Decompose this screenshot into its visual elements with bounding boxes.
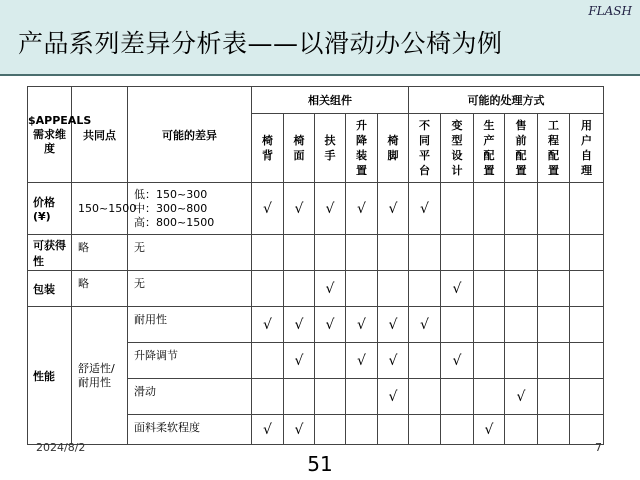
check-cell: √ bbox=[284, 415, 315, 445]
check-cell bbox=[474, 343, 505, 379]
check-cell bbox=[570, 307, 604, 343]
check-cell bbox=[570, 183, 604, 235]
check-cell: √ bbox=[505, 379, 538, 415]
table-row bbox=[28, 235, 604, 271]
check-cell: √ bbox=[378, 343, 409, 379]
component-header: 椅 面 bbox=[284, 114, 315, 183]
component-header: 椅 脚 bbox=[378, 114, 409, 183]
check-cell bbox=[441, 307, 474, 343]
check-cell bbox=[474, 307, 505, 343]
header-components-group: 相关组件 bbox=[252, 87, 409, 114]
row-diff: 面料柔软程度 bbox=[128, 415, 252, 445]
check-cell bbox=[409, 343, 441, 379]
method-header: 售 前 配 置 bbox=[505, 114, 538, 183]
check-cell: √ bbox=[409, 307, 441, 343]
table-header-row bbox=[28, 87, 604, 114]
check-cell: √ bbox=[252, 183, 284, 235]
method-header: 变 型 设 计 bbox=[441, 114, 474, 183]
check-cell: √ bbox=[315, 307, 346, 343]
check-cell bbox=[252, 235, 284, 271]
component-header: 椅 背 bbox=[252, 114, 284, 183]
row-diff: 耐用性 bbox=[128, 307, 252, 343]
row-dimension: 性能 bbox=[28, 307, 72, 445]
footer-date: 2024/8/2 bbox=[36, 441, 86, 454]
check-cell bbox=[505, 271, 538, 307]
check-cell bbox=[252, 343, 284, 379]
check-cell: √ bbox=[346, 307, 378, 343]
check-cell bbox=[346, 235, 378, 271]
header-dimension: $APPEALS需求维度 bbox=[28, 87, 72, 183]
check-cell: √ bbox=[441, 271, 474, 307]
header-diff: 可能的差异 bbox=[128, 87, 252, 183]
check-cell bbox=[378, 415, 409, 445]
check-cell bbox=[346, 271, 378, 307]
check-cell bbox=[284, 235, 315, 271]
row-diff: 滑动 bbox=[128, 379, 252, 415]
method-header: 工 程 配 置 bbox=[538, 114, 570, 183]
row-common: 略 bbox=[72, 271, 128, 307]
check-cell bbox=[474, 379, 505, 415]
check-cell bbox=[441, 235, 474, 271]
check-cell bbox=[474, 183, 505, 235]
check-cell bbox=[505, 183, 538, 235]
header-methods-group: 可能的处理方式 bbox=[409, 87, 604, 114]
row-common: 150~1500 bbox=[72, 183, 128, 235]
check-cell bbox=[441, 415, 474, 445]
analysis-table bbox=[27, 86, 604, 445]
method-header: 生 产 配 置 bbox=[474, 114, 505, 183]
diff-line: 低：150~300 bbox=[134, 187, 208, 201]
check-cell bbox=[346, 415, 378, 445]
check-cell bbox=[538, 183, 570, 235]
check-cell bbox=[570, 415, 604, 445]
row-dimension: 包装 bbox=[28, 271, 72, 307]
check-cell bbox=[284, 379, 315, 415]
check-cell bbox=[538, 271, 570, 307]
method-header: 用 户 自 理 bbox=[570, 114, 604, 183]
flash-logo: FLASH bbox=[588, 4, 632, 18]
row-common: 舒适性/耐用性 bbox=[72, 307, 128, 445]
check-cell bbox=[409, 379, 441, 415]
check-cell: √ bbox=[315, 271, 346, 307]
check-cell bbox=[252, 271, 284, 307]
check-cell bbox=[538, 379, 570, 415]
check-cell bbox=[315, 379, 346, 415]
check-cell bbox=[409, 235, 441, 271]
component-header: 扶 手 bbox=[315, 114, 346, 183]
check-cell bbox=[570, 379, 604, 415]
check-cell bbox=[538, 307, 570, 343]
check-cell bbox=[474, 235, 505, 271]
check-cell: √ bbox=[441, 343, 474, 379]
check-cell bbox=[474, 271, 505, 307]
check-cell bbox=[505, 343, 538, 379]
check-cell bbox=[315, 415, 346, 445]
check-cell: √ bbox=[346, 183, 378, 235]
check-cell: √ bbox=[378, 307, 409, 343]
header-common: 共同点 bbox=[72, 87, 128, 183]
diff-line: 高：800~1500 bbox=[134, 215, 215, 229]
slide-number: 7 bbox=[595, 441, 602, 454]
check-cell: √ bbox=[252, 415, 284, 445]
check-cell bbox=[505, 235, 538, 271]
check-cell: √ bbox=[346, 343, 378, 379]
row-common: 略 bbox=[72, 235, 128, 271]
check-cell bbox=[538, 235, 570, 271]
method-header: 不 同 平 台 bbox=[409, 114, 441, 183]
check-cell bbox=[538, 343, 570, 379]
check-cell: √ bbox=[315, 183, 346, 235]
check-cell bbox=[505, 307, 538, 343]
check-cell bbox=[409, 415, 441, 445]
check-cell: √ bbox=[284, 307, 315, 343]
check-cell: √ bbox=[284, 183, 315, 235]
row-diff bbox=[128, 183, 252, 235]
check-cell: √ bbox=[378, 379, 409, 415]
table-row bbox=[28, 183, 604, 235]
check-cell bbox=[441, 379, 474, 415]
check-cell bbox=[570, 271, 604, 307]
row-diff: 升降调节 bbox=[128, 343, 252, 379]
check-cell bbox=[570, 235, 604, 271]
check-cell: √ bbox=[474, 415, 505, 445]
check-cell: √ bbox=[378, 183, 409, 235]
row-dimension: 可获得性 bbox=[28, 235, 72, 271]
check-cell: √ bbox=[284, 343, 315, 379]
row-dimension: 价格(¥) bbox=[28, 183, 72, 235]
check-cell bbox=[315, 235, 346, 271]
title-bar bbox=[0, 0, 640, 76]
check-cell bbox=[284, 271, 315, 307]
check-cell bbox=[252, 379, 284, 415]
check-cell: √ bbox=[409, 183, 441, 235]
check-cell bbox=[409, 271, 441, 307]
table-row bbox=[28, 307, 604, 343]
row-diff: 无 bbox=[128, 271, 252, 307]
check-cell bbox=[505, 415, 538, 445]
check-cell bbox=[378, 271, 409, 307]
row-diff: 无 bbox=[128, 235, 252, 271]
check-cell: √ bbox=[252, 307, 284, 343]
component-header: 升 降 装 置 bbox=[346, 114, 378, 183]
page-number: 51 bbox=[307, 452, 333, 476]
slide-title: 产品系列差异分析表——以滑动办公椅为例 bbox=[18, 29, 503, 58]
check-cell bbox=[378, 235, 409, 271]
diff-line: 中：300~800 bbox=[134, 201, 208, 215]
check-cell bbox=[570, 343, 604, 379]
check-cell bbox=[538, 415, 570, 445]
check-cell bbox=[441, 183, 474, 235]
check-cell bbox=[346, 379, 378, 415]
check-cell bbox=[315, 343, 346, 379]
table-row bbox=[28, 271, 604, 307]
